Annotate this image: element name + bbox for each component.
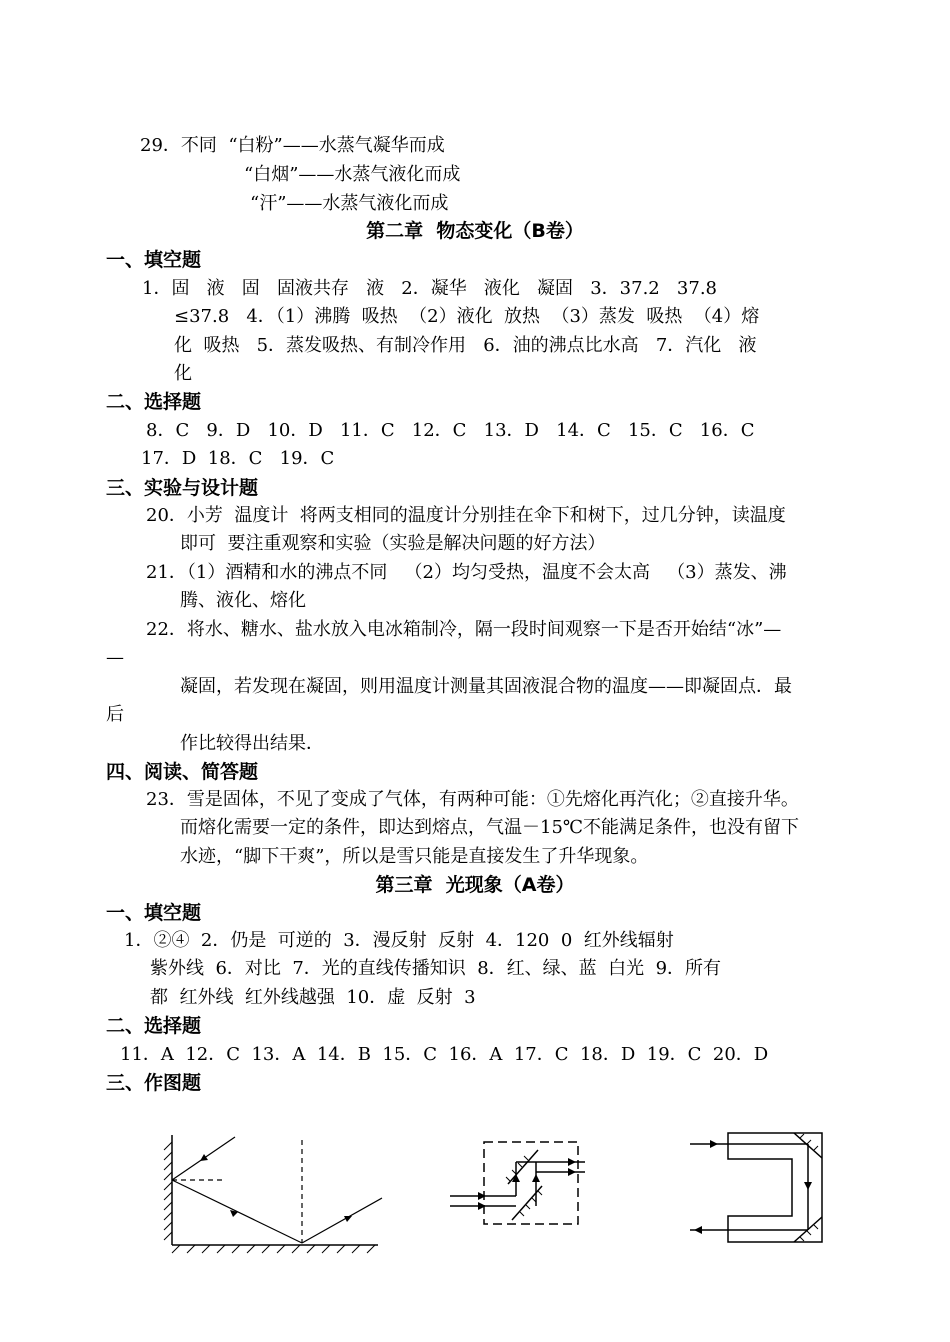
ch2-fill-heading: 一、填空题 bbox=[106, 249, 202, 271]
ch3-choice-line: 11．A 12．C 13．A 14．B 15．C 16．A 17．C 18．D 19．C 20．D bbox=[120, 1044, 769, 1065]
ch2-reading-line: 水迹，“脚下干爽”，所以是雪只能是直接发生了升华现象。 bbox=[180, 846, 649, 867]
ch3-fill-line: 1．②④ 2．仍是 可逆的 3．漫反射 反射 4．120 0 红外线辐射 bbox=[124, 930, 674, 951]
ch3-fill-heading: 一、填空题 bbox=[106, 902, 202, 924]
ch2-fill-line: 化 吸热 5．蒸发吸热、有制冷作用 6．油的沸点比水高 7．汽化 液 bbox=[174, 335, 757, 356]
ch2-experiment-line: 作比较得出结果． bbox=[180, 733, 324, 754]
reflection-diagram-1 bbox=[160, 1130, 385, 1255]
q29-line-1: 29．不同 “白粉”——水蒸气凝华而成 bbox=[140, 135, 445, 156]
ch2-reading-line: 而熔化需要一定的条件，即达到熔点，气温－15℃不能满足条件，也没有留下 bbox=[180, 817, 800, 838]
chapter3-title: 第三章 光现象（A卷） bbox=[375, 874, 575, 896]
ch2-experiment-heading: 三、实验与设计题 bbox=[106, 477, 259, 499]
ch2-reading-line: 23．雪是固体，不见了变成了气体，有两种可能：①先熔化再汽化；②直接升华。 bbox=[146, 789, 799, 810]
ch2-choice-line: 8．C 9．D 10．D 11．C 12．C 13．D 14．C 15．C 16．C bbox=[146, 420, 755, 441]
ch2-fill-line: 1．固 液 固 固液共存 液 2．凝华 液化 凝固 3．37.2 37.8 bbox=[142, 278, 717, 299]
ch2-reading-heading: 四、阅读、简答题 bbox=[106, 761, 259, 783]
ch2-experiment-line: 21．（1）酒精和水的沸点不同 （2）均匀受热，温度不会太高 （3）蒸发、沸 bbox=[146, 562, 787, 583]
reflection-diagram-2 bbox=[450, 1132, 590, 1232]
ch3-fill-line: 紫外线 6．对比 7．光的直线传播知识 8．红、绿、蓝 白光 9．所有 bbox=[150, 958, 722, 979]
ch3-fill-line: 都 红外线 红外线越强 10．虚 反射 3 bbox=[150, 987, 476, 1008]
ch2-experiment-line: 腾、液化、熔化 bbox=[180, 590, 306, 611]
ch2-fill-line: ≤37.8 4．（1）沸腾 吸热 （2）液化 放热 （3）蒸发 吸热 （4）熔 bbox=[174, 306, 760, 327]
reflection-diagram-3 bbox=[690, 1130, 830, 1250]
ch3-drawing-heading: 三、作图题 bbox=[106, 1072, 202, 1094]
q29-line-2: “白烟”——水蒸气液化而成 bbox=[244, 164, 461, 185]
ch2-experiment-line: 20．小芳 温度计 将两支相同的温度计分别挂在伞下和树下，过几分钟，读温度 bbox=[146, 505, 786, 526]
ch2-experiment-line: 22．将水、糖水、盐水放入电冰箱制冷，隔一段时间观察一下是否开始结“冰”— bbox=[146, 619, 782, 640]
ch2-experiment-line: 即可 要注重观察和实验（实验是解决问题的好方法） bbox=[180, 533, 606, 554]
ch2-choice-line: 17．D 18．C 19．C bbox=[141, 448, 335, 469]
q29-line-3: “汗”——水蒸气液化而成 bbox=[250, 193, 449, 214]
ch2-experiment-line: 后 bbox=[106, 704, 124, 725]
ch2-experiment-line: 凝固，若发现在凝固，则用温度计测量其固液混合物的温度——即凝固点．最 bbox=[180, 676, 792, 697]
ch3-choice-heading: 二、选择题 bbox=[106, 1015, 202, 1037]
ch2-choice-heading: 二、选择题 bbox=[106, 391, 202, 413]
ch2-fill-line: 化 bbox=[174, 363, 192, 384]
chapter2-title: 第二章 物态变化（B卷） bbox=[366, 220, 584, 242]
ch2-experiment-line: — bbox=[106, 647, 124, 668]
